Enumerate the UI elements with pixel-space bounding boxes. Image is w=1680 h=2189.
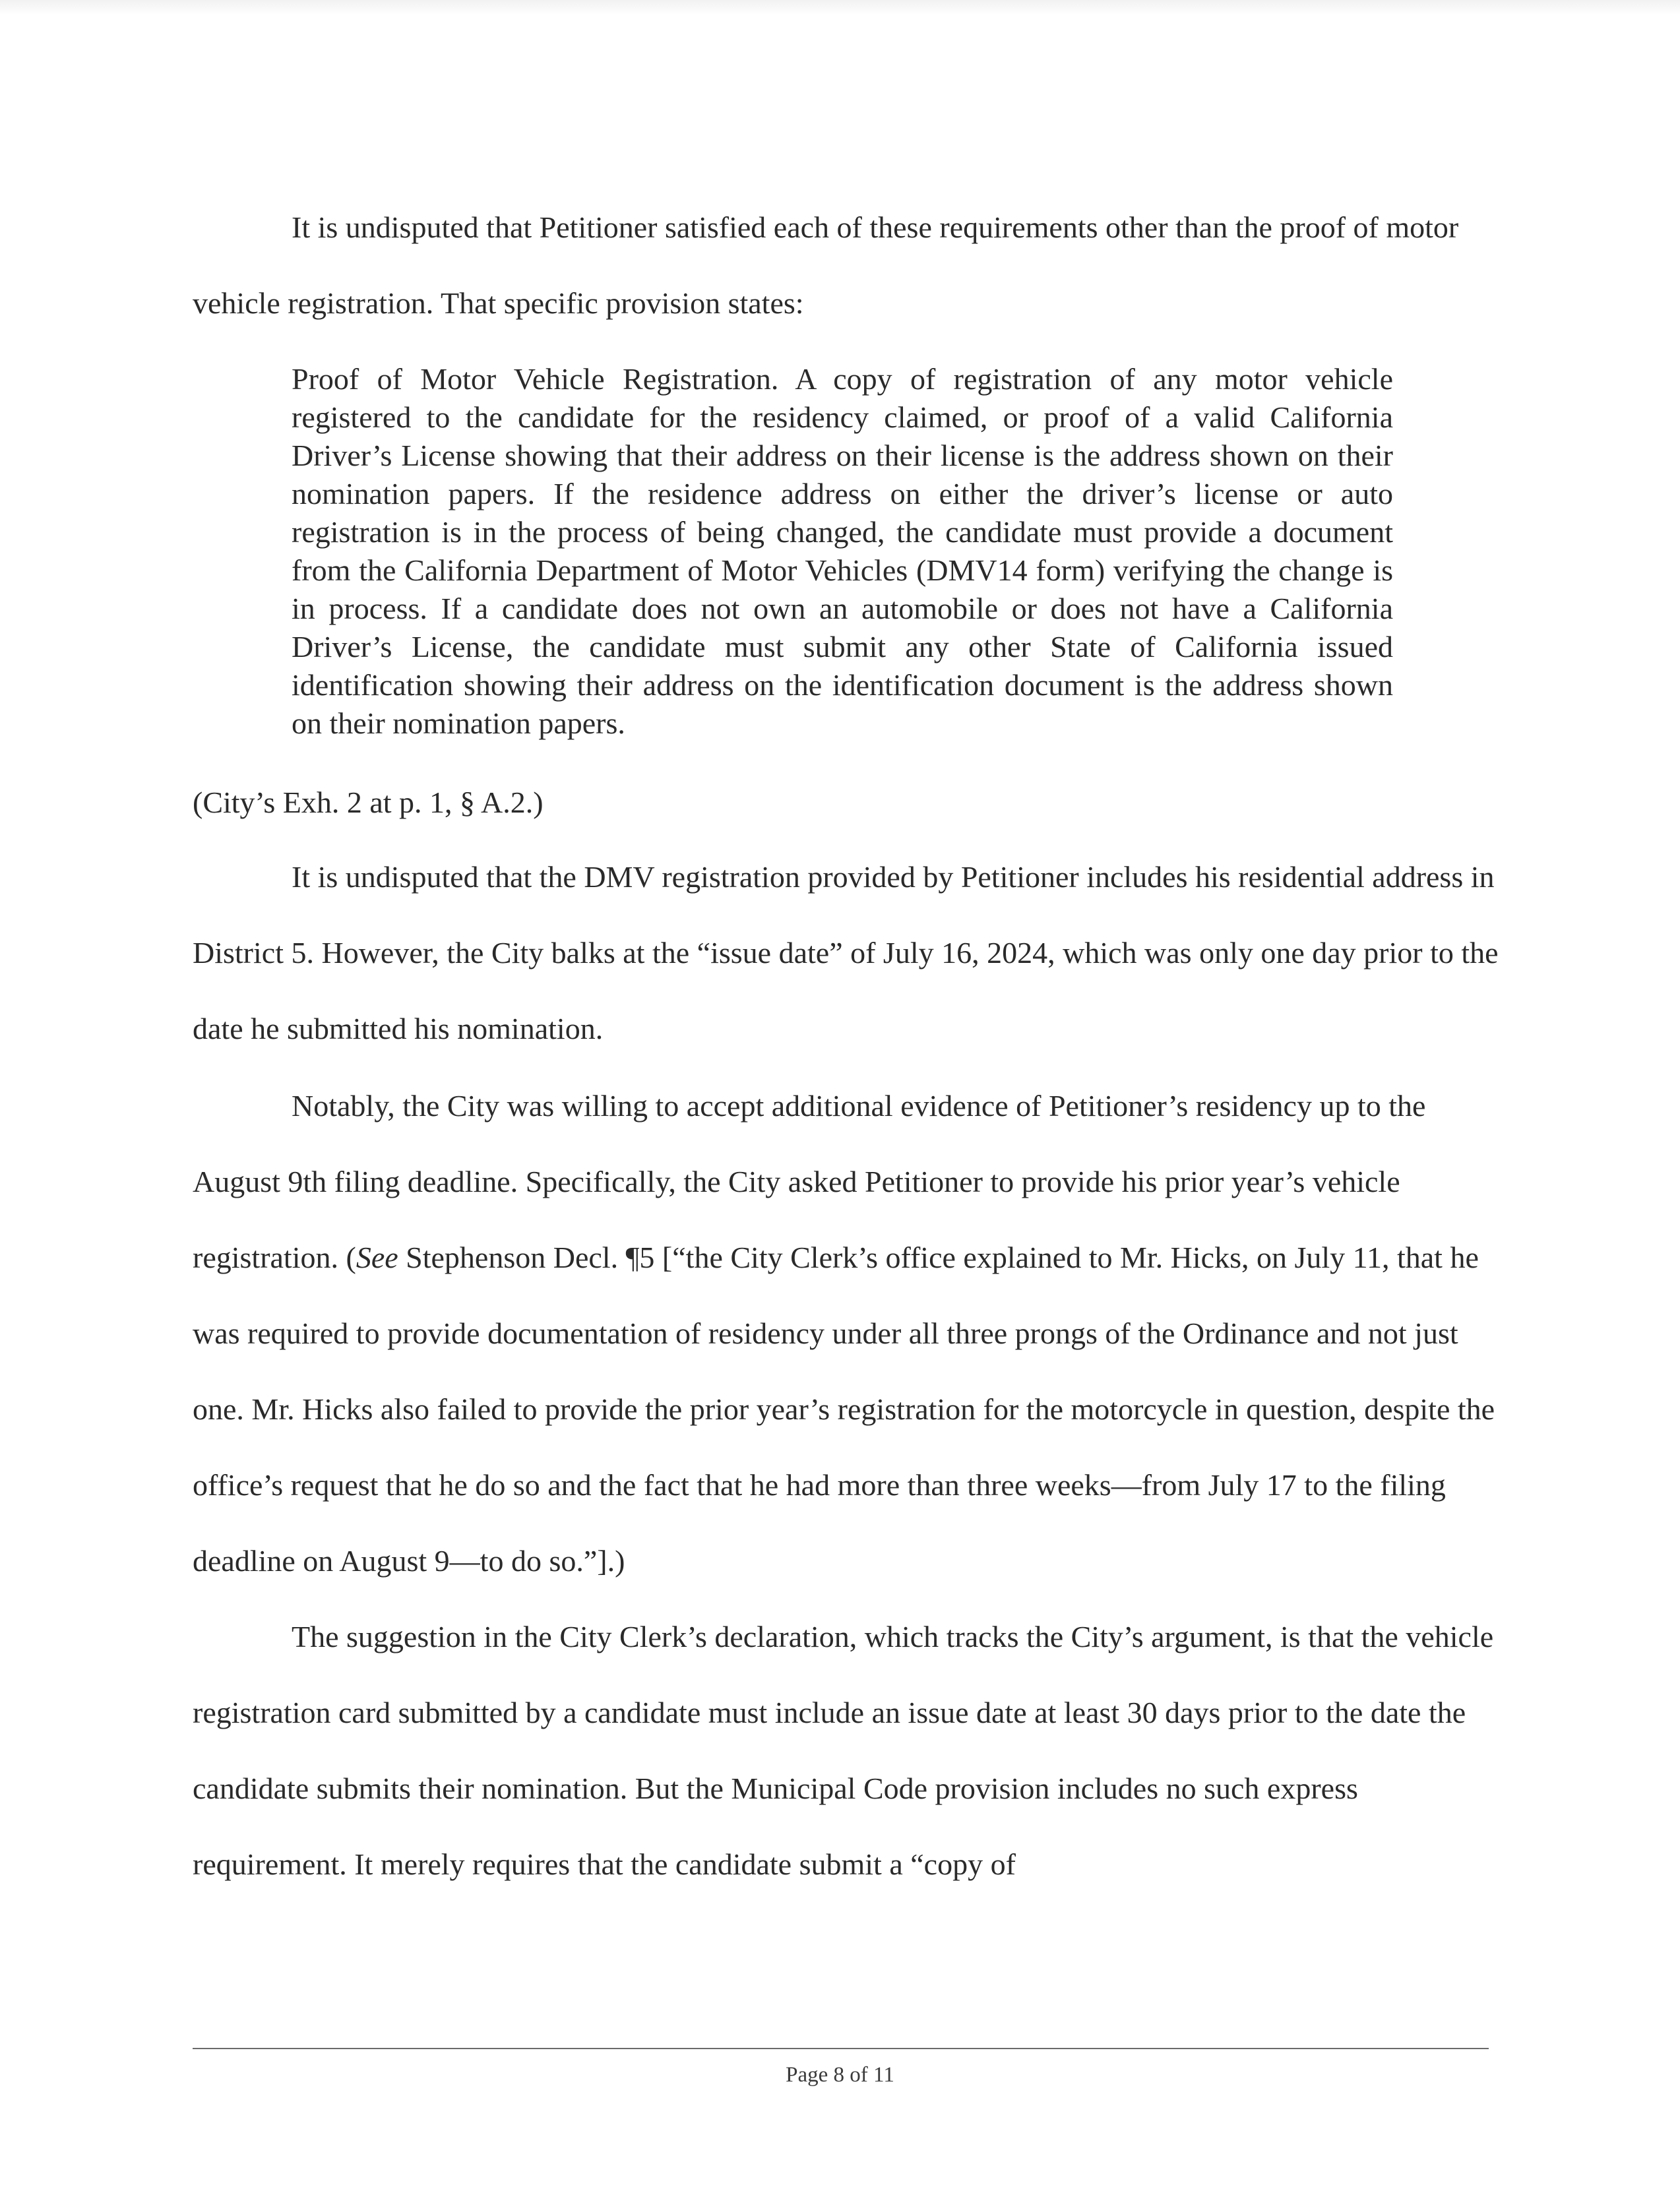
paragraph-additional-evidence-rest: Stephenson Decl. ¶5 [“the City Clerk’s office explained to Mr. Hicks, on July 11, that he was required to provide documentation of residency under all three prongs of the Ordinance and not just one. Mr. Hicks also failed to provide the prior year’s registration for the motorcycle in question, despite the office’s request that he do so and the fact that he had more than three weeks—from July 17 to the filing deadline on August 9—to do so.”].) xyxy=(193,1241,1495,1578)
paragraph-dmv-registration: It is undisputed that the DMV registration provided by Petitioner includes his residential address in District 5. However, the City balks at the “issue date” of July 16, 2024, which was only one day prior to the date he submitted his nomination. xyxy=(193,860,1499,1045)
paragraph-requirements: It is undisputed that Petitioner satisfied each of these requirements other than the proof of motor vehicle registration. That specific provision states: xyxy=(193,210,1459,320)
footer-divider xyxy=(193,2048,1489,2049)
signal-see: See xyxy=(356,1241,398,1274)
page-number: Page 8 of 11 xyxy=(786,2063,894,2087)
paragraph-city-clerk-suggestion: The suggestion in the City Clerk’s declaration, which tracks the City’s argument, is that the vehicle registration card submitted by a candidate must include an issue date at least 30 days prior to the date the candidate submits their nomination. But the Municipal Code provision includes no such express requirement. It merely requires that the candidate submit a “copy of xyxy=(193,1620,1494,1881)
citation-city-exhibit: (City’s Exh. 2 at p. 1, § A.2.) xyxy=(193,786,544,819)
scan-edge-shadow xyxy=(0,0,1680,15)
paragraph-additional-evidence xyxy=(193,1068,1499,1599)
block-quote-proof-of-registration: Proof of Motor Vehicle Registration. A copy of registration of any motor vehicle registered to the candidate for the residency claimed, or proof of a valid California Driver’s License showing that their address on their license is the address shown on their nomination papers. If the residence address on either the driver’s license or auto registration is in the process of being changed, the candidate must provide a document from the California Department of Motor Vehicles (DMV14 form) verifying the change is in process. If a candidate does not own an automobile or does not have a California Driver’s License, the candidate must submit any other State of California issued identification showing their address on the identification document is the address shown on their nomination papers. xyxy=(292,362,1393,740)
paragraph-additional-evidence-start: Notably, the City was willing to accept additional evidence of Petitioner’s residency up to the August 9th filing deadline. Specifically, the City asked Petitioner to provide his prior year’s vehicle registration. ( xyxy=(193,1089,1426,1274)
